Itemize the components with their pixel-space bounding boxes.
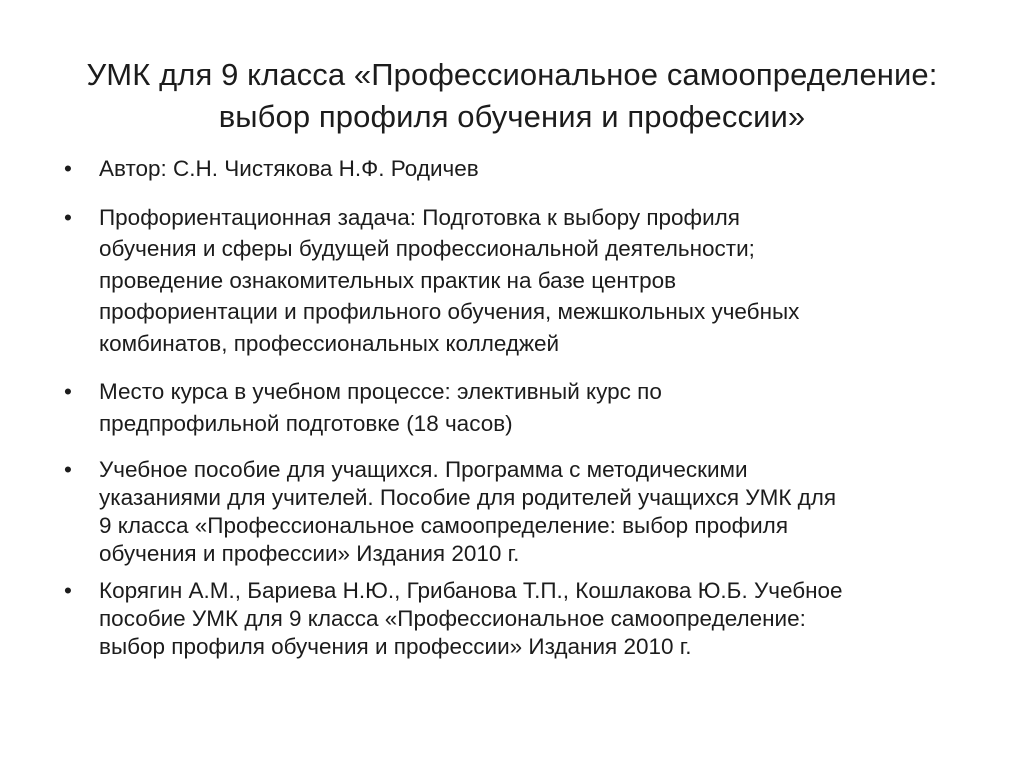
bullet-marker: •: [64, 457, 72, 482]
bullet-marker: •: [64, 379, 72, 404]
bullet-materials: [64, 456, 974, 568]
bullet-text-line: проведение ознакомительных практик на базе центров: [99, 267, 677, 293]
bullet-text-line: Автор: С.Н. Чистякова Н.Ф. Родичев: [99, 156, 479, 181]
bullet-list: [64, 153, 974, 661]
bullet-text-line: обучения и сферы будущей профессиональной деятельности;: [99, 236, 755, 261]
bullet-text-line: 9 класса «Профессиональное самоопределение: выбор профиля: [99, 513, 788, 538]
slide-title: [40, 54, 984, 138]
slide-title-line: УМК для 9 класса «Профессиональное самоопределение:: [86, 57, 938, 92]
bullet-marker: •: [64, 578, 72, 603]
bullet-text-line: выбор профиля обучения и профессии» Издания 2010 г.: [99, 634, 692, 659]
bullet-text-line: профориентации и профильного обучения, межшкольных учебных: [99, 299, 800, 324]
bullet-text-line: Учебное пособие для учащихся. Программа с методическими: [99, 457, 748, 482]
bullet-course-place: [64, 376, 974, 439]
bullet-text-line: обучения и профессии» Издания 2010 г.: [99, 541, 520, 566]
bullet-marker: •: [64, 156, 72, 181]
bullet-author: [64, 153, 974, 185]
bullet-text-line: указаниями для учителей. Пособие для родителей учащихся УМК для: [99, 485, 837, 510]
slide-title-line: выбор профиля обучения и профессии»: [218, 99, 806, 134]
bullet-text-line: Корягин А.М., Бариева Н.Ю., Грибанова Т.П., Кошлакова Ю.Б. Учебное: [99, 578, 843, 603]
bullet-marker: •: [64, 204, 72, 230]
bullet-text-line: Место курса в учебном процессе: элективный курс по: [99, 379, 662, 404]
bullet-reference: [64, 577, 974, 661]
bullet-text-line: пособие УМК для 9 класса «Профессиональное самоопределение:: [99, 606, 806, 631]
bullet-text-line: Профориентационная задача: Подготовка к выбору профиля: [99, 204, 740, 230]
bullet-text-line: предпрофильной подготовке (18 часов): [99, 410, 513, 436]
bullet-text-line: комбинатов, профессиональных колледжей: [99, 330, 560, 356]
bullet-career-task: [64, 202, 974, 360]
